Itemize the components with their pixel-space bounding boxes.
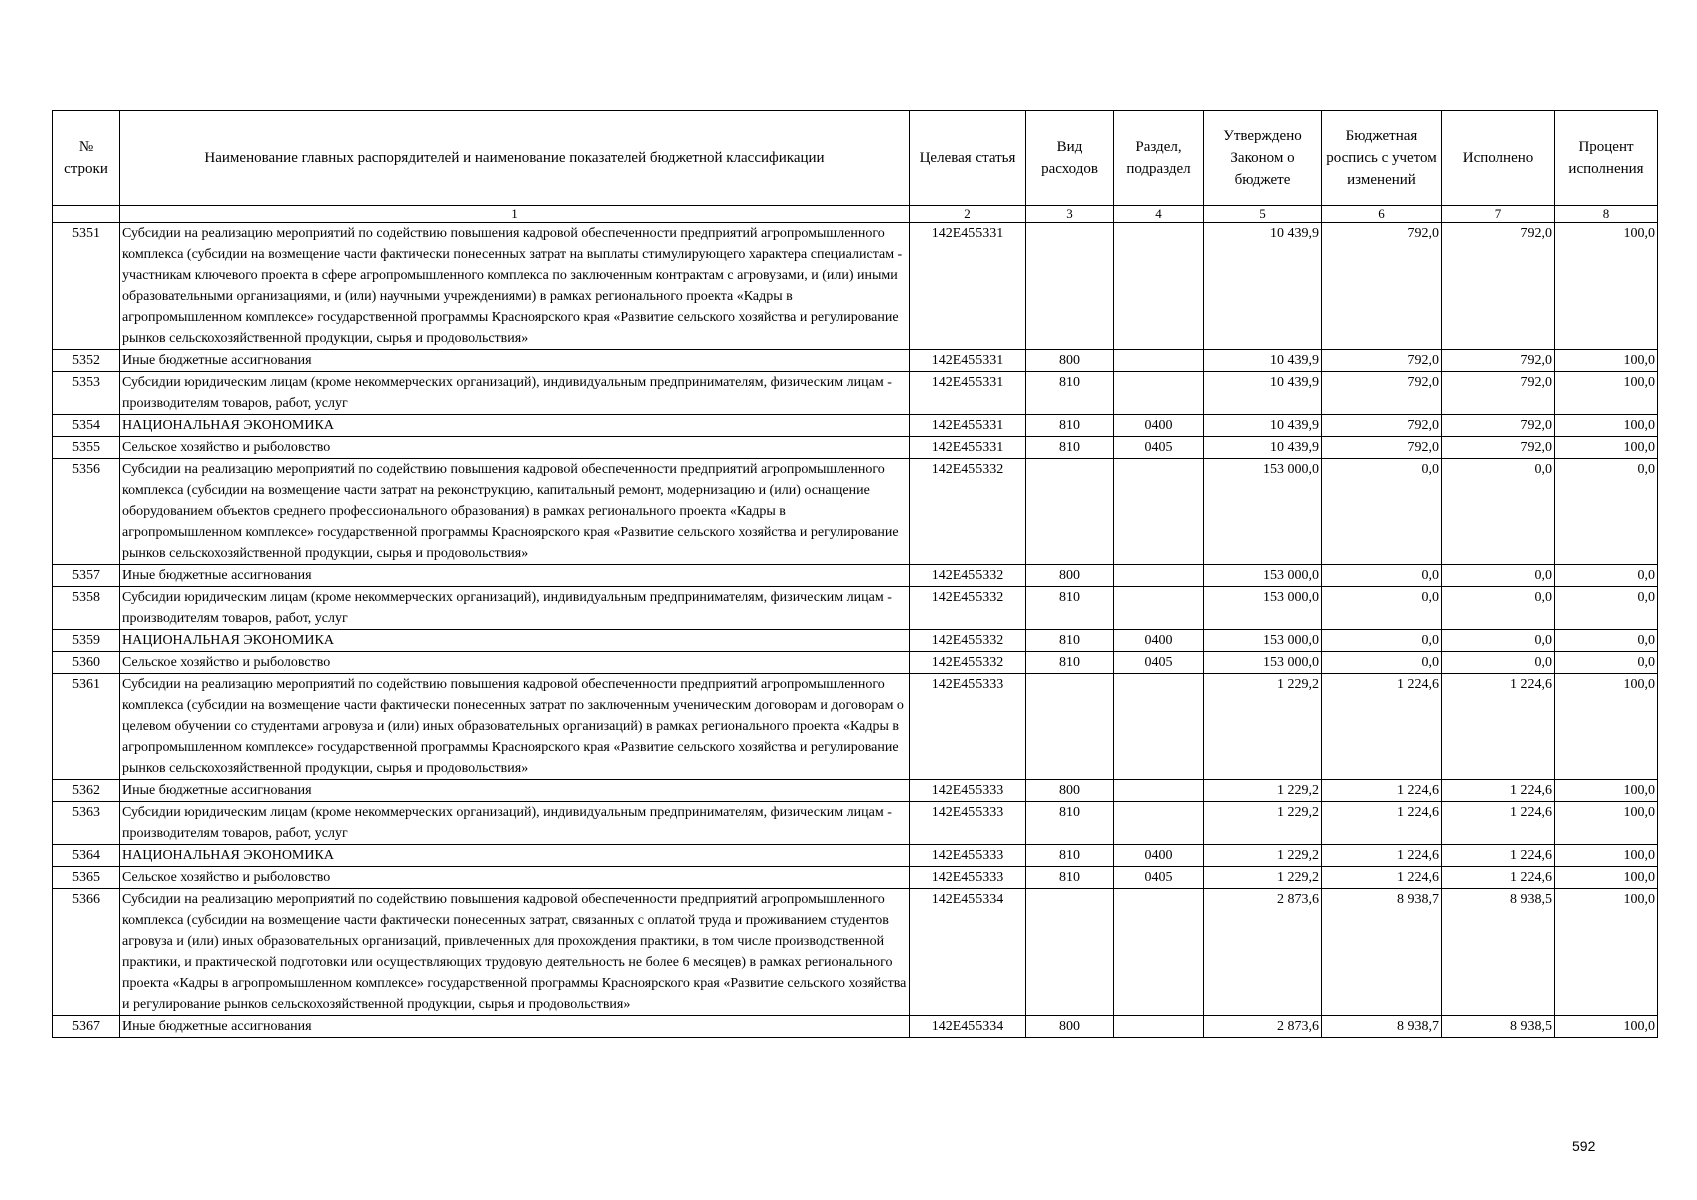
row-name: Субсидии юридическим лицам (кроме некоммерческих организаций), индивидуальным предпринимателям, физическим лицам - производителям товаров, работ, услуг [120, 802, 910, 845]
row-budget-list: 792,0 [1322, 372, 1442, 415]
header-section: Раздел, подраздел [1114, 111, 1204, 206]
row-approved: 10 439,9 [1204, 372, 1322, 415]
row-expense-type: 810 [1026, 845, 1114, 867]
row-percent: 0,0 [1555, 459, 1658, 565]
row-target-article: 142Е455331 [910, 350, 1026, 372]
row-expense-type: 810 [1026, 437, 1114, 459]
row-budget-list: 0,0 [1322, 587, 1442, 630]
header-percent: Процент исполнения [1555, 111, 1658, 206]
header-executed: Исполнено [1442, 111, 1555, 206]
row-expense-type [1026, 223, 1114, 350]
column-number: 6 [1322, 206, 1442, 223]
row-expense-type: 800 [1026, 1016, 1114, 1038]
row-approved: 2 873,6 [1204, 889, 1322, 1016]
row-section: 0405 [1114, 652, 1204, 674]
row-approved: 153 000,0 [1204, 630, 1322, 652]
table-row [53, 674, 1658, 780]
row-name: Субсидии на реализацию мероприятий по содействию повышения кадровой обеспеченности предприятий агропромышленного комплекса (субсидии на возмещение части фактически понесенных затрат по заключенным ученическим договорам и договорам о целевом обучении со студентами агровуза и (или) иных образовательных организаций) в рамках регионального проекта «Кадры в агропромышленном комплексе» государственной программы Красноярского края «Развитие сельского хозяйства и регулирование рынков сельскохозяйственной продукции, сырья и продовольствия» [120, 674, 910, 780]
row-expense-type: 810 [1026, 867, 1114, 889]
row-executed: 792,0 [1442, 437, 1555, 459]
row-number: 5353 [53, 372, 120, 415]
row-target-article: 142Е455334 [910, 889, 1026, 1016]
row-number: 5359 [53, 630, 120, 652]
row-percent: 0,0 [1555, 652, 1658, 674]
row-percent: 0,0 [1555, 630, 1658, 652]
row-section [1114, 1016, 1204, 1038]
header-expense-type: Вид расходов [1026, 111, 1114, 206]
row-section [1114, 802, 1204, 845]
row-name: Сельское хозяйство и рыболовство [120, 867, 910, 889]
row-approved: 153 000,0 [1204, 459, 1322, 565]
row-target-article: 142Е455331 [910, 223, 1026, 350]
header-target-article: Целевая статья [910, 111, 1026, 206]
row-budget-list: 0,0 [1322, 565, 1442, 587]
row-percent: 0,0 [1555, 587, 1658, 630]
row-budget-list: 1 224,6 [1322, 867, 1442, 889]
table-row [53, 652, 1658, 674]
row-name: Иные бюджетные ассигнования [120, 1016, 910, 1038]
row-section: 0400 [1114, 630, 1204, 652]
row-approved: 1 229,2 [1204, 802, 1322, 845]
row-target-article: 142Е455331 [910, 372, 1026, 415]
row-budget-list: 1 224,6 [1322, 845, 1442, 867]
row-expense-type [1026, 459, 1114, 565]
table-row [53, 845, 1658, 867]
row-percent: 100,0 [1555, 223, 1658, 350]
header-approved: Утверждено Законом о бюджете [1204, 111, 1322, 206]
row-budget-list: 1 224,6 [1322, 674, 1442, 780]
row-budget-list: 792,0 [1322, 415, 1442, 437]
row-percent: 100,0 [1555, 350, 1658, 372]
row-target-article: 142Е455332 [910, 587, 1026, 630]
table-row [53, 889, 1658, 1016]
row-target-article: 142Е455333 [910, 867, 1026, 889]
row-expense-type: 800 [1026, 565, 1114, 587]
table-row [53, 372, 1658, 415]
row-number: 5356 [53, 459, 120, 565]
row-approved: 1 229,2 [1204, 780, 1322, 802]
row-expense-type [1026, 674, 1114, 780]
column-number: 8 [1555, 206, 1658, 223]
row-name: Сельское хозяйство и рыболовство [120, 652, 910, 674]
row-budget-list: 792,0 [1322, 437, 1442, 459]
table-row [53, 780, 1658, 802]
table-row [53, 350, 1658, 372]
row-expense-type: 810 [1026, 802, 1114, 845]
row-executed: 0,0 [1442, 652, 1555, 674]
row-budget-list: 792,0 [1322, 223, 1442, 350]
row-section [1114, 372, 1204, 415]
row-number: 5351 [53, 223, 120, 350]
row-name: Субсидии юридическим лицам (кроме некоммерческих организаций), индивидуальным предпринимателям, физическим лицам - производителям товаров, работ, услуг [120, 372, 910, 415]
row-budget-list: 792,0 [1322, 350, 1442, 372]
row-approved: 10 439,9 [1204, 415, 1322, 437]
row-percent: 100,0 [1555, 845, 1658, 867]
row-budget-list: 8 938,7 [1322, 1016, 1442, 1038]
table-row [53, 223, 1658, 350]
row-number: 5357 [53, 565, 120, 587]
row-expense-type: 800 [1026, 780, 1114, 802]
table-row [53, 802, 1658, 845]
row-executed: 8 938,5 [1442, 1016, 1555, 1038]
row-section: 0405 [1114, 867, 1204, 889]
row-percent: 100,0 [1555, 867, 1658, 889]
row-percent: 100,0 [1555, 415, 1658, 437]
row-executed: 8 938,5 [1442, 889, 1555, 1016]
row-number: 5358 [53, 587, 120, 630]
row-target-article: 142Е455333 [910, 845, 1026, 867]
row-approved: 10 439,9 [1204, 350, 1322, 372]
row-number: 5361 [53, 674, 120, 780]
row-target-article: 142Е455332 [910, 459, 1026, 565]
table-row [53, 1016, 1658, 1038]
row-executed: 792,0 [1442, 350, 1555, 372]
table-header [53, 111, 1658, 223]
row-expense-type: 810 [1026, 652, 1114, 674]
row-executed: 792,0 [1442, 223, 1555, 350]
row-number: 5352 [53, 350, 120, 372]
row-target-article: 142Е455332 [910, 652, 1026, 674]
row-approved: 2 873,6 [1204, 1016, 1322, 1038]
table-row [53, 587, 1658, 630]
row-expense-type: 810 [1026, 372, 1114, 415]
row-executed: 792,0 [1442, 415, 1555, 437]
row-name: Субсидии на реализацию мероприятий по содействию повышения кадровой обеспеченности предприятий агропромышленного комплекса (субсидии на возмещение части затрат на реконструкцию, капитальный ремонт, модернизацию и (или) оснащение оборудованием объектов среднего профессионального образования) в рамках регионального проекта «Кадры в агропромышленном комплексе» государственной программы Красноярского края «Развитие сельского хозяйства и регулирование рынков сельскохозяйственной продукции, сырья и продовольствия» [120, 459, 910, 565]
row-executed: 0,0 [1442, 630, 1555, 652]
row-name: НАЦИОНАЛЬНАЯ ЭКОНОМИКА [120, 630, 910, 652]
column-number: 7 [1442, 206, 1555, 223]
header-row-no: № строки [53, 111, 120, 206]
row-name: Субсидии на реализацию мероприятий по содействию повышения кадровой обеспеченности предприятий агропромышленного комплекса (субсидии на возмещение части фактически понесенных затрат, связанных с оплатой труда и проживанием студентов агровуза и (или) иных образовательных организаций, привлеченных для прохождения практики, в том числе производственной практики, и практической подготовки или осуществляющих трудовую деятельность не более 6 месяцев) в рамках регионального проекта «Кадры в агропромышленном комплексе» государственной программы Красноярского края «Развитие сельского хозяйства и регулирование рынков сельскохозяйственной продукции, сырья и продовольствия» [120, 889, 910, 1016]
row-name: Иные бюджетные ассигнования [120, 565, 910, 587]
row-number: 5363 [53, 802, 120, 845]
column-number: 3 [1026, 206, 1114, 223]
row-budget-list: 8 938,7 [1322, 889, 1442, 1016]
row-approved: 153 000,0 [1204, 652, 1322, 674]
row-number: 5366 [53, 889, 120, 1016]
row-target-article: 142Е455333 [910, 780, 1026, 802]
column-number-empty [53, 206, 120, 223]
row-budget-list: 0,0 [1322, 630, 1442, 652]
row-target-article: 142Е455333 [910, 802, 1026, 845]
row-percent: 100,0 [1555, 780, 1658, 802]
row-target-article: 142Е455332 [910, 565, 1026, 587]
row-percent: 100,0 [1555, 437, 1658, 459]
row-approved: 1 229,2 [1204, 845, 1322, 867]
row-number: 5360 [53, 652, 120, 674]
row-percent: 100,0 [1555, 372, 1658, 415]
row-name: Иные бюджетные ассигнования [120, 780, 910, 802]
row-percent: 100,0 [1555, 1016, 1658, 1038]
row-number: 5364 [53, 845, 120, 867]
row-budget-list: 0,0 [1322, 652, 1442, 674]
row-expense-type: 810 [1026, 587, 1114, 630]
row-target-article: 142Е455333 [910, 674, 1026, 780]
row-number: 5365 [53, 867, 120, 889]
row-section [1114, 780, 1204, 802]
row-percent: 100,0 [1555, 889, 1658, 1016]
row-section [1114, 889, 1204, 1016]
row-expense-type: 800 [1026, 350, 1114, 372]
table-row [53, 867, 1658, 889]
row-executed: 0,0 [1442, 587, 1555, 630]
header-name: Наименование главных распорядителей и наименование показателей бюджетной классификации [120, 111, 910, 206]
page-number: 592 [1572, 1138, 1596, 1154]
row-expense-type [1026, 889, 1114, 1016]
row-section: 0400 [1114, 415, 1204, 437]
row-approved: 1 229,2 [1204, 674, 1322, 780]
row-approved: 10 439,9 [1204, 223, 1322, 350]
row-executed: 1 224,6 [1442, 674, 1555, 780]
row-approved: 153 000,0 [1204, 587, 1322, 630]
row-number: 5367 [53, 1016, 120, 1038]
row-executed: 1 224,6 [1442, 867, 1555, 889]
row-percent: 100,0 [1555, 802, 1658, 845]
table-row [53, 565, 1658, 587]
row-name: Субсидии на реализацию мероприятий по содействию повышения кадровой обеспеченности предприятий агропромышленного комплекса (субсидии на возмещение части фактически понесенных затрат на выплаты стимулирующего характера специалистам - участникам ключевого проекта в сфере агропромышленного комплекса по заключенным контрактам с агровузами, и (или) иными образовательными организациями, и (или) научными учреждениями) в рамках регионального проекта «Кадры в агропромышленном комплексе» государственной программы Красноярского края «Развитие сельского хозяйства и регулирование рынков сельскохозяйственной продукции, сырья и продовольствия» [120, 223, 910, 350]
row-executed: 1 224,6 [1442, 780, 1555, 802]
table-body [53, 223, 1658, 1038]
row-percent: 100,0 [1555, 674, 1658, 780]
row-executed: 0,0 [1442, 459, 1555, 565]
row-number: 5354 [53, 415, 120, 437]
row-target-article: 142Е455331 [910, 437, 1026, 459]
row-name: НАЦИОНАЛЬНАЯ ЭКОНОМИКА [120, 845, 910, 867]
row-section: 0400 [1114, 845, 1204, 867]
row-section [1114, 565, 1204, 587]
table-row [53, 437, 1658, 459]
row-number: 5355 [53, 437, 120, 459]
row-approved: 1 229,2 [1204, 867, 1322, 889]
column-number: 4 [1114, 206, 1204, 223]
row-expense-type: 810 [1026, 630, 1114, 652]
header-budget-list: Бюджетная роспись с учетом изменений [1322, 111, 1442, 206]
table-row [53, 459, 1658, 565]
table-row [53, 630, 1658, 652]
row-budget-list: 1 224,6 [1322, 802, 1442, 845]
row-name: Субсидии юридическим лицам (кроме некоммерческих организаций), индивидуальным предпринимателям, физическим лицам - производителям товаров, работ, услуг [120, 587, 910, 630]
row-section [1114, 587, 1204, 630]
row-budget-list: 1 224,6 [1322, 780, 1442, 802]
row-executed: 0,0 [1442, 565, 1555, 587]
column-number-row [53, 206, 1658, 223]
budget-execution-table [52, 110, 1658, 1038]
row-budget-list: 0,0 [1322, 459, 1442, 565]
row-section: 0405 [1114, 437, 1204, 459]
row-name: Иные бюджетные ассигнования [120, 350, 910, 372]
row-executed: 1 224,6 [1442, 845, 1555, 867]
row-executed: 1 224,6 [1442, 802, 1555, 845]
row-number: 5362 [53, 780, 120, 802]
row-section [1114, 674, 1204, 780]
row-approved: 153 000,0 [1204, 565, 1322, 587]
column-number: 1 [120, 206, 910, 223]
row-section [1114, 223, 1204, 350]
row-expense-type: 810 [1026, 415, 1114, 437]
row-target-article: 142Е455332 [910, 630, 1026, 652]
row-percent: 0,0 [1555, 565, 1658, 587]
row-name: НАЦИОНАЛЬНАЯ ЭКОНОМИКА [120, 415, 910, 437]
column-number: 2 [910, 206, 1026, 223]
row-section [1114, 459, 1204, 565]
row-section [1114, 350, 1204, 372]
row-target-article: 142Е455334 [910, 1016, 1026, 1038]
row-name: Сельское хозяйство и рыболовство [120, 437, 910, 459]
column-number: 5 [1204, 206, 1322, 223]
row-approved: 10 439,9 [1204, 437, 1322, 459]
row-target-article: 142Е455331 [910, 415, 1026, 437]
row-executed: 792,0 [1442, 372, 1555, 415]
table-row [53, 415, 1658, 437]
